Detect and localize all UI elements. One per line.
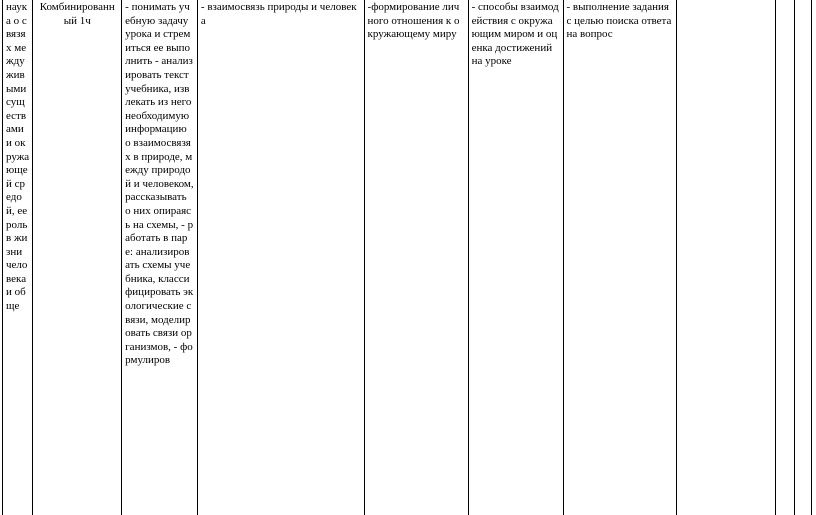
- lesson-type-cell: [33, 0, 122, 515]
- control-cell: [563, 0, 676, 515]
- empty-cell: [676, 0, 775, 515]
- meta-results-text: - способы взаимодействия с окружающим миром и оценка достижений на уроке: [471, 1, 559, 68]
- basic-concepts-cell: [197, 0, 364, 515]
- personal-results-text: -формирование личного отношения к окружающему миру: [367, 1, 460, 41]
- empty-cell: [775, 0, 794, 515]
- topic-text: наука о связях между живыми существами и окружающей средой, ее роль в жизни человека и обще: [6, 1, 30, 313]
- basic-concepts-text: - взаимосвязь природы и человека: [200, 1, 357, 27]
- subject-results-text: - понимать учебную задачу урока и стремиться ее выполнить - анализировать текст учебника, извлекать из него необходимую информацию о взаимосвязях в природе, между природой и человеком, рассказывать о них опираясь на схемы, - работать в паре: анализировать схемы учебника, классифицировать экологические связи, моделировать связи организмов, - формулиров: [125, 1, 194, 367]
- control-text: - выполнение задания с целью поиска ответа на вопрос: [566, 1, 672, 41]
- lesson-plan-table: [2, 0, 812, 515]
- meta-results-cell: [468, 0, 563, 515]
- table-row: [3, 0, 812, 515]
- personal-results-cell: [364, 0, 468, 515]
- lesson-type-text: Комбинированный 1ч: [39, 1, 115, 27]
- subject-results-cell: [122, 0, 198, 515]
- topic-cell: [3, 0, 33, 515]
- empty-cell: [794, 0, 811, 515]
